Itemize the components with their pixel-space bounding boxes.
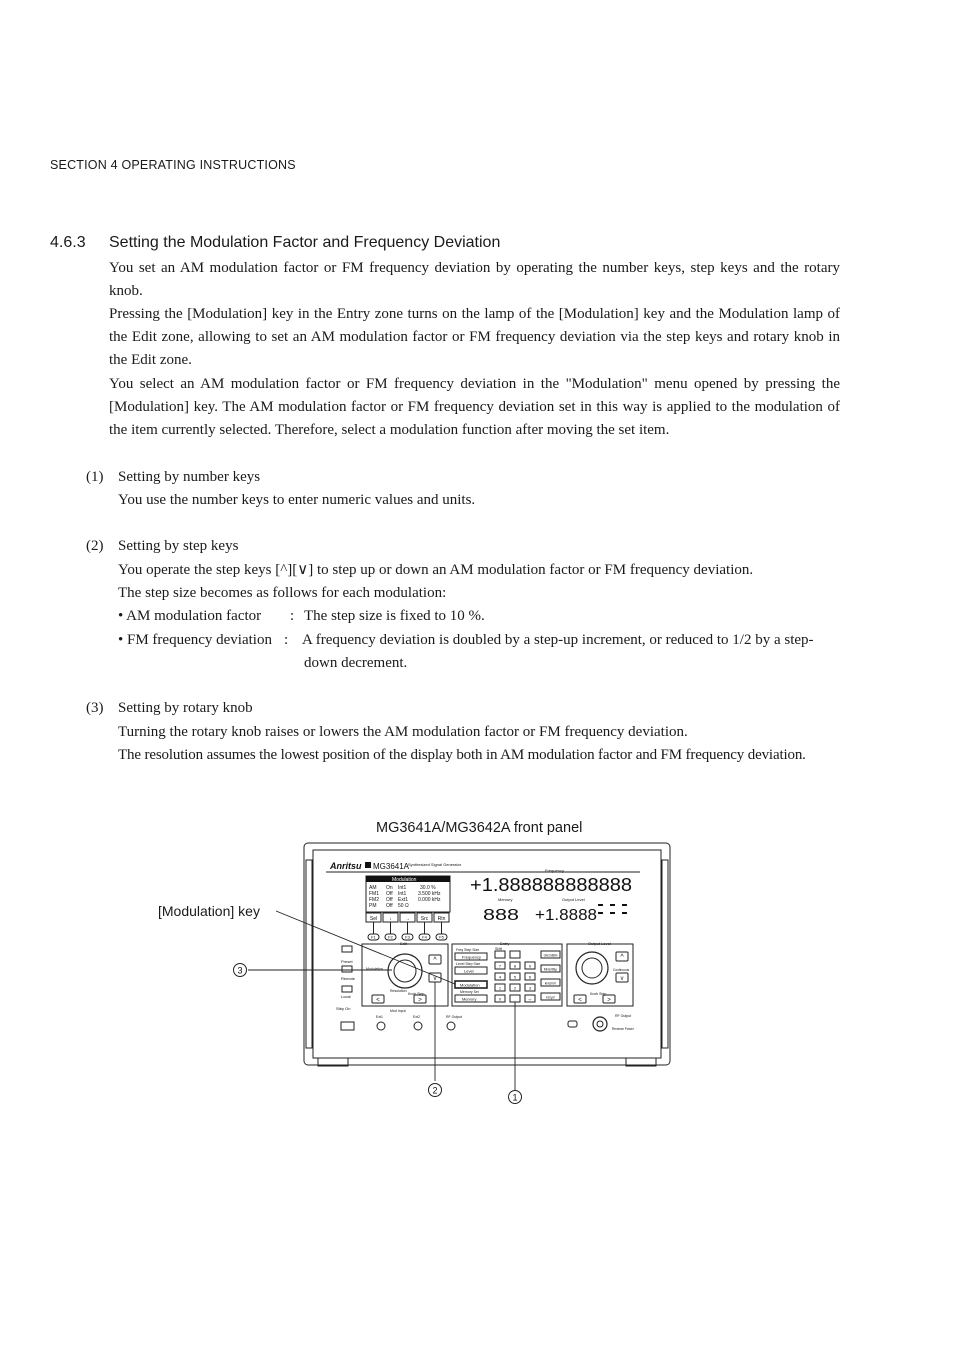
lcd-title: Modulation	[392, 877, 417, 883]
item-3-number: (3)	[86, 700, 104, 716]
lcd-row-am-src: Int1	[398, 885, 407, 891]
chevron-left-icon: <	[376, 997, 380, 1004]
numkey-6-label: 6	[528, 974, 532, 980]
level-step-size-label: Level Step Size	[456, 962, 481, 966]
lcd-row-am-val: 30.0 %	[420, 885, 436, 891]
fkey-3-label: F3	[405, 934, 410, 940]
bullet-am-text: The step size is fixed to 10 %.	[304, 608, 485, 624]
softkey-4-label: Src	[420, 916, 429, 922]
lcd-row-fm2-state: Off	[386, 897, 393, 903]
freq-step-size-label: Freq Step Size	[456, 948, 480, 952]
ext1-label: Ext1	[376, 1015, 384, 1019]
mod-input-label: Mod Input	[390, 1009, 406, 1013]
chevron-right-icon: >	[418, 997, 422, 1004]
unit-indicator	[598, 912, 603, 914]
callout-modulation-key: [Modulation] key	[158, 903, 260, 919]
bullet-fm-sep: :	[284, 632, 289, 648]
edit-knob-step-label: Knob Step	[408, 992, 425, 996]
shift-label: Shift	[495, 947, 503, 951]
level-knob-inner	[582, 958, 602, 978]
continuous-label: Continuous	[613, 968, 630, 972]
fkey-4-label: F4	[422, 934, 427, 940]
mode-key[interactable]	[510, 951, 520, 958]
figure-caption: MG3641A/MG3642A front panel	[376, 820, 583, 836]
item-2-title: Setting by step keys	[118, 538, 239, 554]
intro-paragraph-1: You set an AM modulation factor or FM frequency deviation by operating the number keys, step keys and the rotary knob.	[109, 260, 840, 300]
running-header: SECTION 4 OPERATING INSTRUCTIONS	[50, 158, 296, 172]
bullet-am-sep: :	[290, 608, 295, 624]
item-3-title: Setting by rotary knob	[118, 700, 253, 716]
unitkey-mhz-label: MHz/dBμ	[543, 967, 558, 972]
lcd-row-fm1-name: FM1	[369, 891, 379, 897]
numkey-8-label: 8	[513, 963, 517, 969]
softkey-2-label: ↓	[389, 916, 392, 922]
chevron-down-icon: v	[433, 976, 437, 982]
callout-3-number: 3	[237, 965, 243, 976]
numkey-9-label: 9	[528, 963, 532, 969]
rf-output-connector[interactable]	[593, 1017, 607, 1031]
numkey-3-label: 3	[528, 985, 532, 991]
fkey-5-label: F5	[439, 934, 444, 940]
ext1-connector[interactable]	[377, 1022, 385, 1030]
unit-indicator	[622, 904, 627, 906]
item-2-body-1: You operate the step keys [^][∨] to step up or down an AM modulation factor or FM frequency deviation.	[118, 562, 754, 578]
rf-on-key[interactable]	[568, 1021, 577, 1027]
numkey-sign-label: +/-	[528, 997, 532, 1002]
unitkey-hz-label: Hz/μV	[546, 995, 555, 1000]
item-1-number: (1)	[86, 469, 104, 485]
chevron-left-icon: <	[578, 997, 582, 1004]
output-level-zone-label: Output Level	[588, 941, 611, 946]
item-2-body-2: The step size becomes as follows for each modulation:	[118, 585, 447, 601]
item-3-body-1: Turning the rotary knob raises or lowers the AM modulation factor or FM frequency deviation.	[118, 724, 688, 740]
chevron-right-icon: >	[607, 997, 611, 1004]
remote-label: Remote	[341, 976, 356, 981]
lcd-row-fm2-src: Ext1	[398, 897, 409, 903]
lcd-row-pm-src: 50 Ω	[398, 903, 409, 909]
item-2-number: (2)	[86, 538, 104, 554]
numkey-1-label: 1	[498, 985, 502, 991]
edit-modulation-lamp-label: Modulation	[366, 967, 384, 971]
display-key[interactable]	[342, 946, 352, 952]
aux-output-label: RF Output	[446, 1015, 463, 1019]
callout-2-number: 2	[432, 1085, 438, 1096]
unitkey-khz-label: kHz/mV	[544, 981, 557, 986]
frequency-key-label: Frequency	[462, 954, 481, 960]
bullet-fm-text-2: down decrement.	[304, 655, 408, 671]
intro-paragraph-2: Pressing the [Modulation] key in the Entry zone turns on the lamp of the [Modulation] key and the Modulation lamp of the Edit zone, allowing to set an AM modulation factor or FM frequency deviation via the step keys and rotary knob in the Edit zone.	[109, 306, 840, 369]
shift-key[interactable]	[495, 951, 505, 958]
ext2-label: Ext2	[413, 1015, 421, 1019]
preset-key[interactable]	[342, 966, 352, 972]
rf-output-label: RF Output	[615, 1014, 632, 1018]
left-handle	[306, 860, 312, 1048]
level-key-label: Level	[464, 968, 474, 974]
callout-1-number: 1	[512, 1092, 518, 1103]
frequency-readout: +1.888888888888	[470, 875, 632, 895]
brand-mark	[365, 862, 371, 868]
unitkey-ghz-label: GHz/dBm	[543, 953, 558, 958]
bullet-fm-label: • FM frequency deviation	[118, 632, 272, 648]
subtitle-label: Synthesized Signal Generator	[408, 862, 462, 867]
local-label: Local	[341, 994, 351, 999]
bullet-am-label: • AM modulation factor	[118, 608, 262, 624]
brand-logo: Anritsu	[330, 861, 362, 871]
memory-label: Memory	[498, 897, 513, 902]
modulation-readout: 888	[483, 907, 520, 924]
fkey-1-label: F1	[371, 934, 376, 940]
level-rotary-knob[interactable]	[576, 952, 608, 984]
numkey-0-label: 0	[498, 996, 502, 1002]
output-level-label: Output Level	[562, 897, 585, 902]
unit-indicator	[610, 912, 615, 914]
section-number: 4.6.3	[50, 234, 86, 251]
numkey-5-label: 5	[513, 974, 517, 980]
softkey-3-label: →	[405, 916, 410, 922]
lcd-row-fm2-val: 0.000 kHz	[418, 897, 441, 903]
softkey-5-label: Rtn	[437, 916, 446, 922]
bullet-fm-text-1: A frequency deviation is doubled by a step-up increment, or reduced to 1/2 by a step-	[302, 632, 814, 648]
memory-key-label: Memory	[462, 996, 477, 1002]
stby-label: Stby On	[336, 1006, 351, 1011]
lcd-row-pm-name: PM	[369, 903, 377, 909]
model-label: MG3641A	[373, 862, 410, 871]
lcd-row-fm1-val: 3.500 kHz	[418, 891, 441, 897]
card-slot	[341, 1022, 354, 1030]
intro-paragraph-3: You select an AM modulation factor or FM frequency deviation in the "Modulation" menu opened by pressing the [Modulation] key. The AM modulation factor or FM frequency deviation set in this way is applied to the modulation of the item currently selected. Therefore, select a modulation function after moving the set item.	[109, 376, 840, 439]
rf-output-pin	[597, 1021, 603, 1027]
memory-sel-label: Memory Sel	[460, 990, 479, 994]
fkey-2-label: F2	[388, 934, 393, 940]
item-3-body-2: The resolution assumes the lowest position of the display both in AM modulation factor and FM frequency deviation.	[118, 747, 806, 763]
section-title: Setting the Modulation Factor and Frequency Deviation	[109, 234, 501, 251]
item-1-body: You use the number keys to enter numeric values and units.	[118, 492, 476, 508]
edit-label: Edit	[400, 941, 407, 946]
unit-indicator	[598, 904, 603, 906]
edit-resolution-label: Resolution	[390, 989, 407, 993]
chevron-up-icon: ^	[433, 957, 437, 964]
frequency-label: Frequency	[545, 868, 564, 873]
lcd-row-am-state: On	[386, 885, 393, 891]
lcd-row-fm2-name: FM2	[369, 897, 379, 903]
unit-indicator	[610, 904, 615, 906]
preset-label: Preset	[341, 959, 353, 964]
level-knob-step-label: Knob Step	[590, 992, 607, 996]
softkey-1-label: Sel	[369, 916, 378, 922]
entry-label: Entry	[500, 941, 510, 946]
local-key[interactable]	[342, 986, 352, 992]
numkey-7-label: 7	[498, 963, 502, 969]
unit-indicator	[622, 912, 627, 914]
numkey-dot-label: .	[514, 996, 516, 1002]
item-1-title: Setting by number keys	[118, 469, 261, 485]
lcd-row-fm1-state: Off	[386, 891, 393, 897]
numkey-2-label: 2	[513, 985, 517, 991]
lcd-row-pm-state: Off	[386, 903, 393, 909]
ext2-connector[interactable]	[414, 1022, 422, 1030]
numkey-4-label: 4	[498, 974, 502, 980]
chevron-up-icon: ^	[620, 954, 624, 961]
modulation-key-label: Modulation	[460, 982, 480, 988]
lcd-row-am-name: AM	[369, 885, 377, 891]
level-readout: +1.8888	[535, 907, 598, 924]
reverse-power-label: Reverse Power	[612, 1027, 634, 1031]
aux-connector[interactable]	[447, 1022, 455, 1030]
chevron-down-icon: v	[620, 976, 624, 982]
right-handle	[662, 860, 668, 1048]
lcd-row-fm1-src: Int1	[398, 891, 407, 897]
